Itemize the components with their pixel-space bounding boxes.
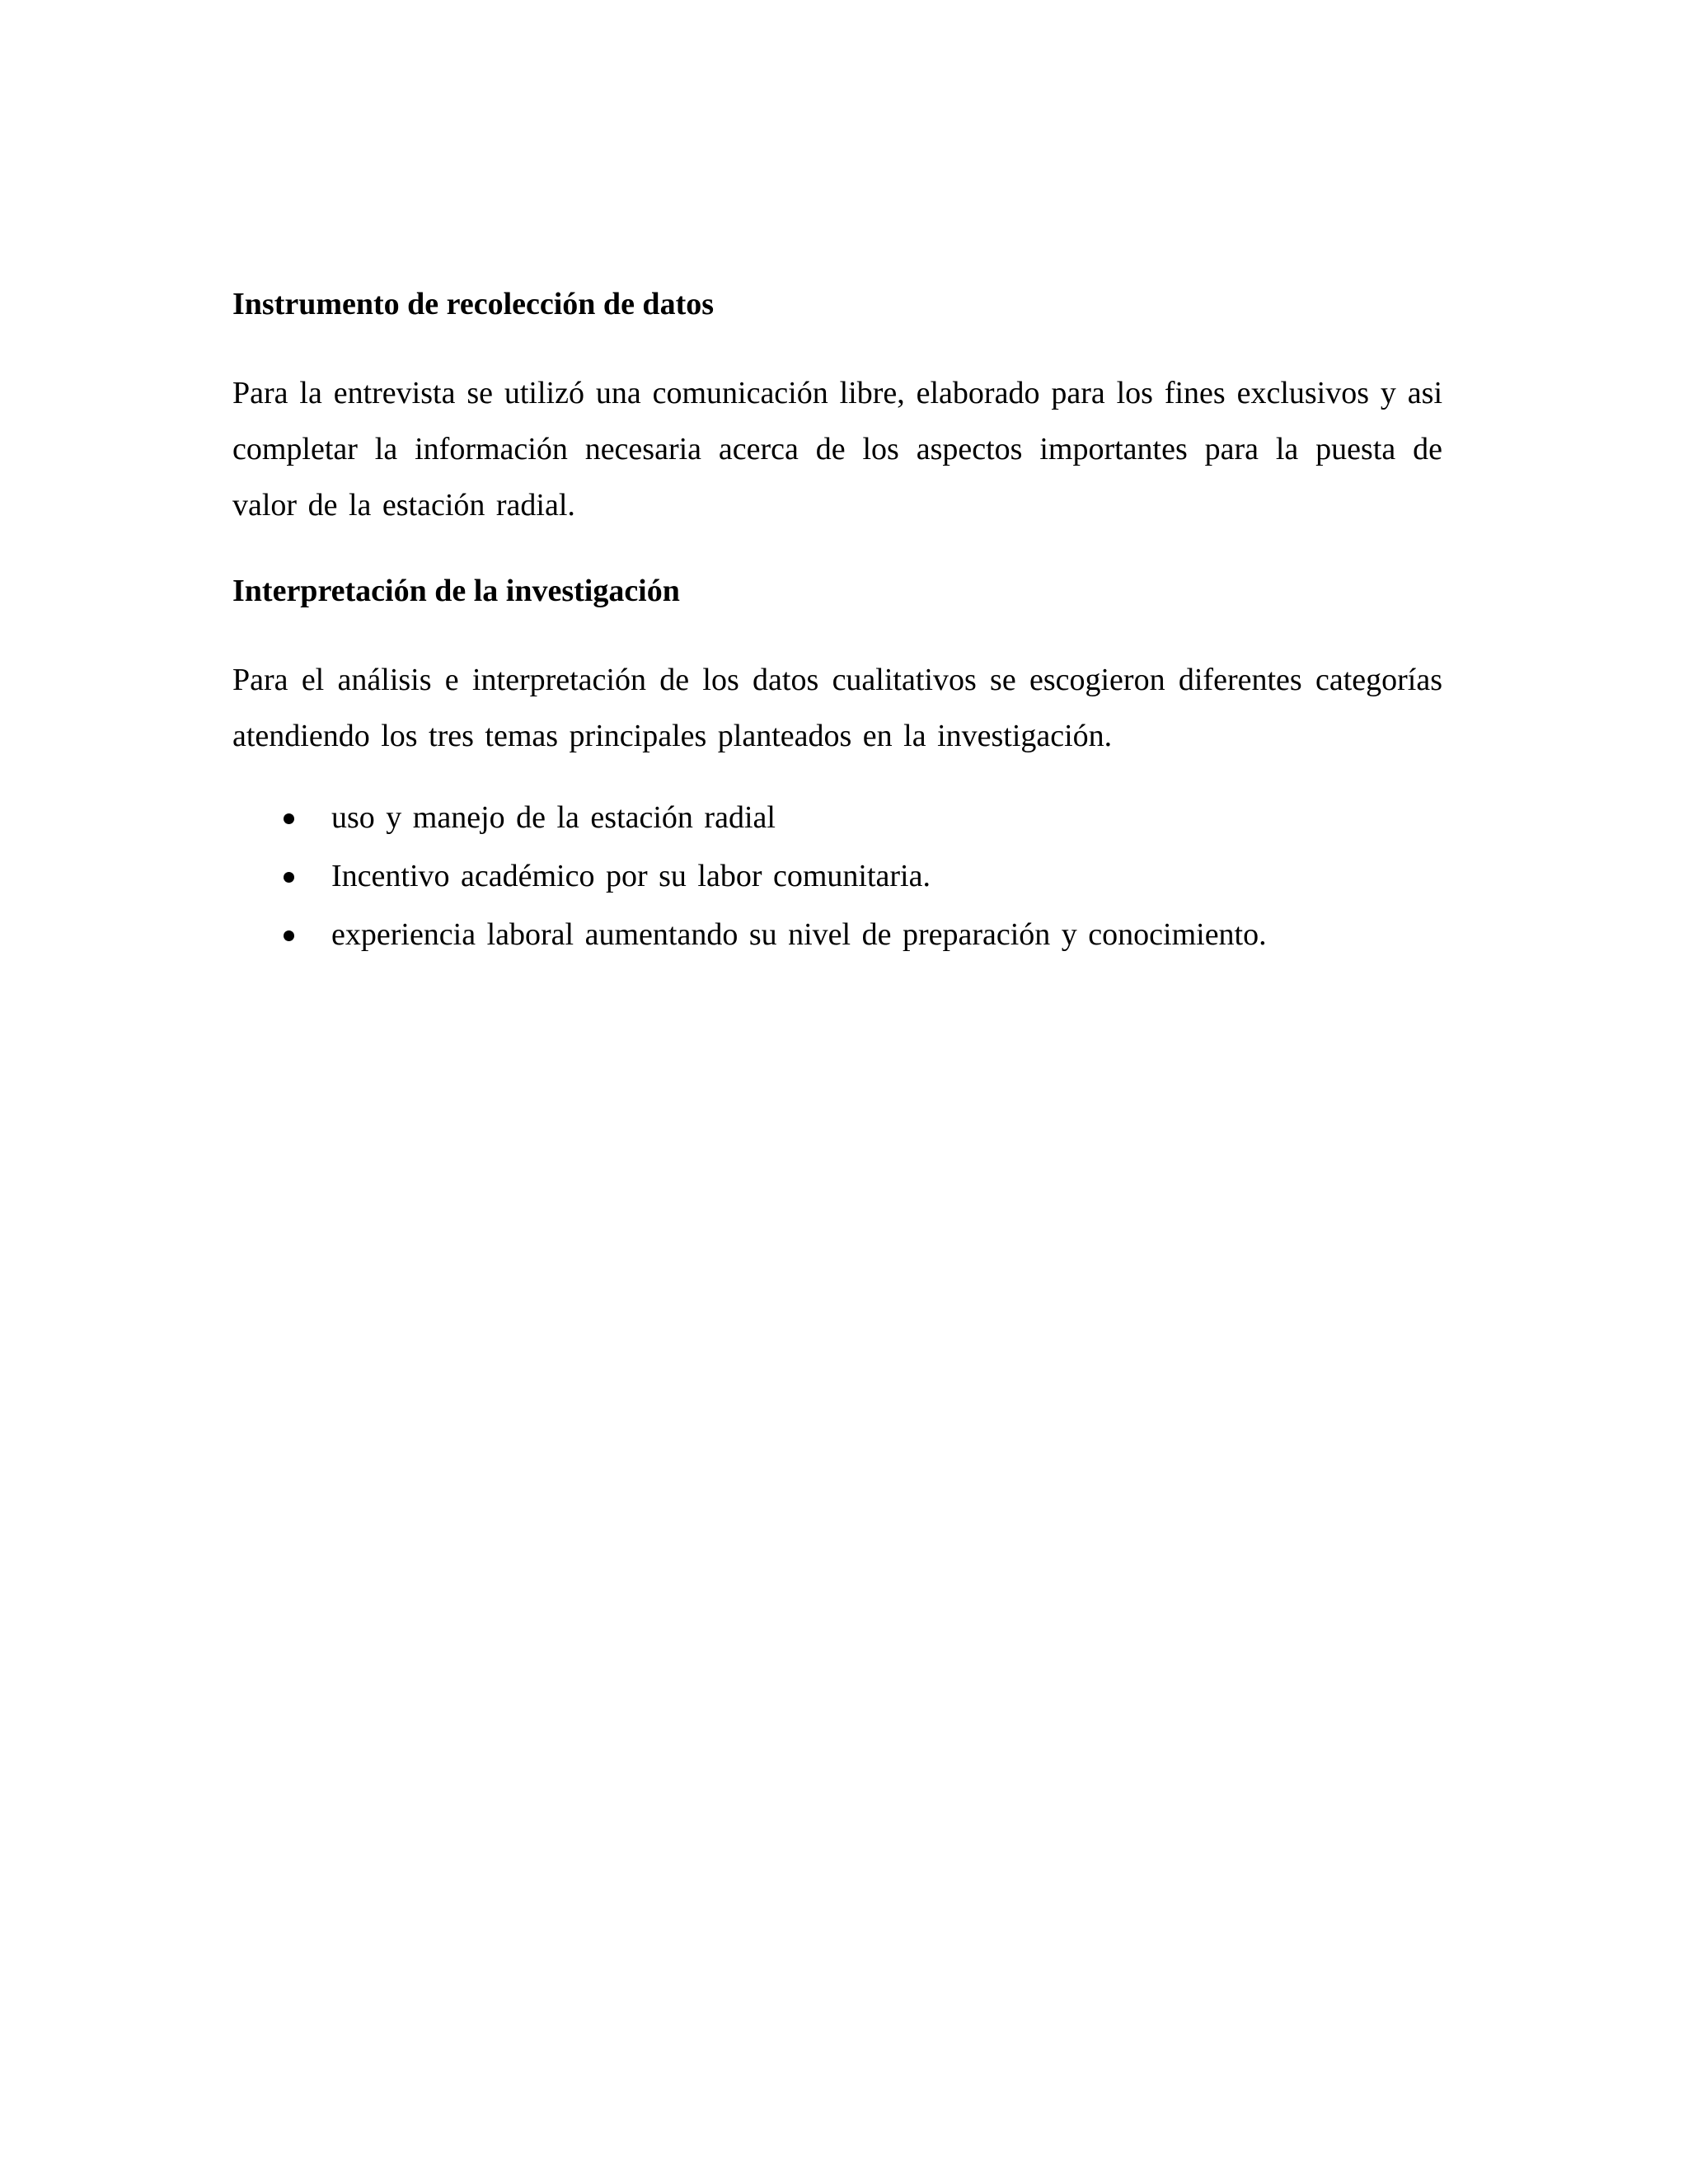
paragraph-interpretacion: Para el análisis e interpretación de los datos cualitativos se escogieron diferentes categorías atendiendo los tres temas principales planteados en la investigación. — [232, 663, 1442, 753]
section-heading-interpretacion: Interpretación de la investigación — [232, 574, 680, 608]
section-heading-instrumento: Instrumento de recolección de datos — [232, 287, 715, 321]
list-item-text: Incentivo académico por su labor comunitaria. — [331, 859, 931, 893]
page-content — [232, 284, 1442, 964]
list-item — [232, 847, 1442, 906]
list-item — [232, 906, 1442, 964]
bullet-icon — [284, 872, 294, 883]
bullet-list — [232, 789, 1442, 964]
bullet-icon — [284, 930, 294, 941]
list-item-text: uso y manejo de la estación radial — [331, 800, 776, 835]
paragraph-instrumento: Para la entrevista se utilizó una comunicación libre, elaborado para los fines exclusivos y asi completar la información necesaria acerca de los aspectos importantes para la puesta de valor de la estación radial. — [232, 376, 1442, 523]
list-item-text: experiencia laboral aumentando su nivel de preparación y conocimiento. — [331, 917, 1267, 952]
bullet-icon — [284, 813, 294, 824]
list-item — [232, 789, 1442, 847]
